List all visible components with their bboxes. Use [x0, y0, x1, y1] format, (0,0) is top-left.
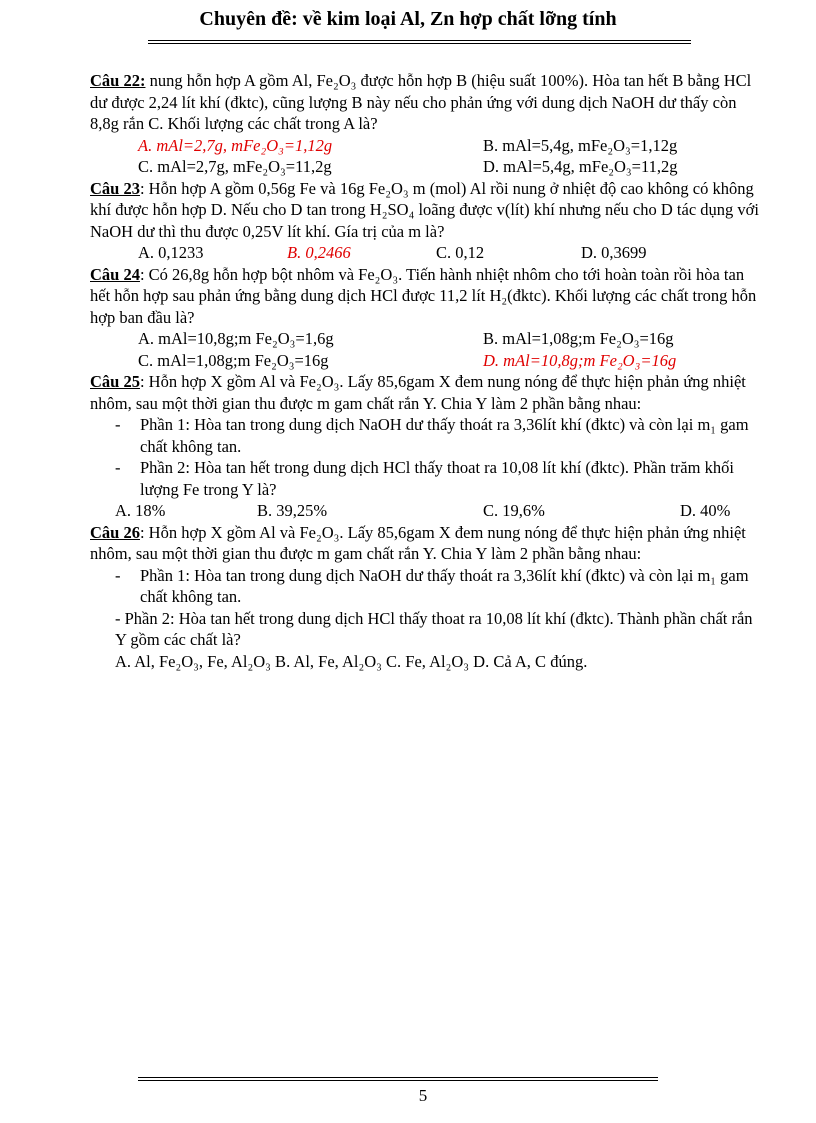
q24-option-c: C. mAl=1,08g;m Fe₂O₃=16g [138, 350, 329, 370]
question-24: Câu 24: Có 26,8g hỗn hợp bột nhôm và Fe₂O₃. Tiến hành nhiệt nhôm cho tới hoàn toàn rồi hòa tan hết hỗn hợp sau phản ứng bằng dung dịch HCl được 11,2 lít H₂(đktc). Khối lượng các chất trong hỗn hợp ban đầu là? [90, 264, 757, 327]
q25-option-b: B. 39,25% [257, 501, 328, 520]
q22-option-c: C. mAl=2,7g, mFe₂O₃=11,2g [138, 157, 332, 176]
page-number: 5 [418, 1086, 428, 1105]
footer-rule [138, 1077, 658, 1078]
q24-options-row1 [90, 328, 760, 350]
q23-option-c: C. 0,12 [436, 243, 485, 262]
q26-part-1: - Phần 1: Hòa tan trong dung dịch NaOH dư thấy thoát ra 3,36lít khí (đktc) và còn lại m₁ gam chất không tan. [115, 565, 749, 606]
header-rule-2 [148, 43, 691, 44]
q25-option-c: C. 19,6% [483, 501, 545, 520]
q24-option-a: A. mAl=10,8g;m Fe₂O₃=1,6g [138, 329, 334, 348]
page-header: Chuyên đề: về kim loại Al, Zn hợp chất lỡng tính [199, 8, 617, 30]
header-rule [148, 40, 691, 41]
question-26: Câu 26: Hỗn hợp X gồm Al và Fe₂O₃. Lấy 85,6gam X đem nung nóng để thực hiện phản ứng nhiệt nhôm, sau một thời gian thu được m gam chất rắn Y. Chia Y làm 2 phần bằng nhau: [90, 522, 746, 563]
q22-options-row2 [90, 156, 760, 178]
q22-option-b: B. mAl=5,4g, mFe₂O₃=1,12g [483, 135, 678, 155]
q26-options: A. Al, Fe₂O₃, Fe, Al₂O₃ B. Al, Fe, Al₂O₃ C. Fe, Al₂O₃ D. Cả A, C đúng. [115, 651, 588, 671]
q24-option-b: B. mAl=1,08g;m Fe₂O₃=16g [483, 329, 674, 348]
q25-option-d: D. 40% [680, 501, 731, 520]
q22-options-row1 [90, 135, 760, 157]
q25-option-a: A. 18% [115, 501, 166, 520]
question-22: Câu 22: nung hỗn hợp A gồm Al, Fe₂O₃ được hỗn hợp B (hiệu suất 100%). Hòa tan hết B bằng HCl dư được 2,24 lít khí (đktc), cũng lượng B này nếu cho phản ứng với dung dịch NaOH dư thấy còn 8,8g rắn C. Khối lượng các chất trong A là? [90, 71, 752, 133]
q22-option-d: D. mAl=5,4g, mFe₂O₃=11,2g [483, 157, 678, 176]
q23-options [90, 242, 760, 264]
q26-part-2: - Phần 2: Hòa tan hết trong dung dịch HCl thấy thoat ra 10,08 lít khí (đktc). Thành phần chất rắn Y gồm các chất là? [115, 608, 753, 649]
q22-option-a: A. mAl=2,7g, mFe₂O₃=1,12g [138, 135, 333, 155]
q23-option-d: D. 0,3699 [581, 243, 647, 262]
q25-options [90, 500, 760, 522]
q23-option-a: A. 0,1233 [138, 243, 204, 262]
q23-option-b: B. 0,2466 [287, 243, 351, 262]
footer-rule-2 [138, 1080, 658, 1081]
document-body [90, 70, 760, 672]
q25-part-2: - Phần 2: Hòa tan hết trong dung dịch HCl thấy thoat ra 10,08 lít khí (đktc). Phần trăm khối lượng Fe trong Y là? [115, 458, 734, 499]
q24-option-d: D. mAl=10,8g;m Fe₂O₃=16g [483, 350, 677, 370]
q25-part-1: - Phần 1: Hòa tan trong dung dịch NaOH dư thấy thoát ra 3,36lít khí (đktc) và còn lại m₁ gam chất không tan. [115, 415, 749, 456]
question-23: Câu 23: Hỗn hợp A gồm 0,56g Fe và 16g Fe₂O₃ m (mol) Al rồi nung ở nhiệt độ cao không có không khí được hỗn hợp D. Nếu cho D tan trong H₂SO₄ loãng được v(lít) khí nhưng nếu cho D tác dụng với NaOH dư thì thu được 0,25V lít khí. Gía trị của m là? [90, 178, 759, 241]
question-25: Câu 25: Hỗn hợp X gồm Al và Fe₂O₃. Lấy 85,6gam X đem nung nóng để thực hiện phản ứng nhiệt nhôm, sau một thời gian thu được m gam chất rắn Y. Chia Y làm 2 phần bằng nhau: [90, 372, 746, 413]
q24-options-row2 [90, 350, 760, 372]
